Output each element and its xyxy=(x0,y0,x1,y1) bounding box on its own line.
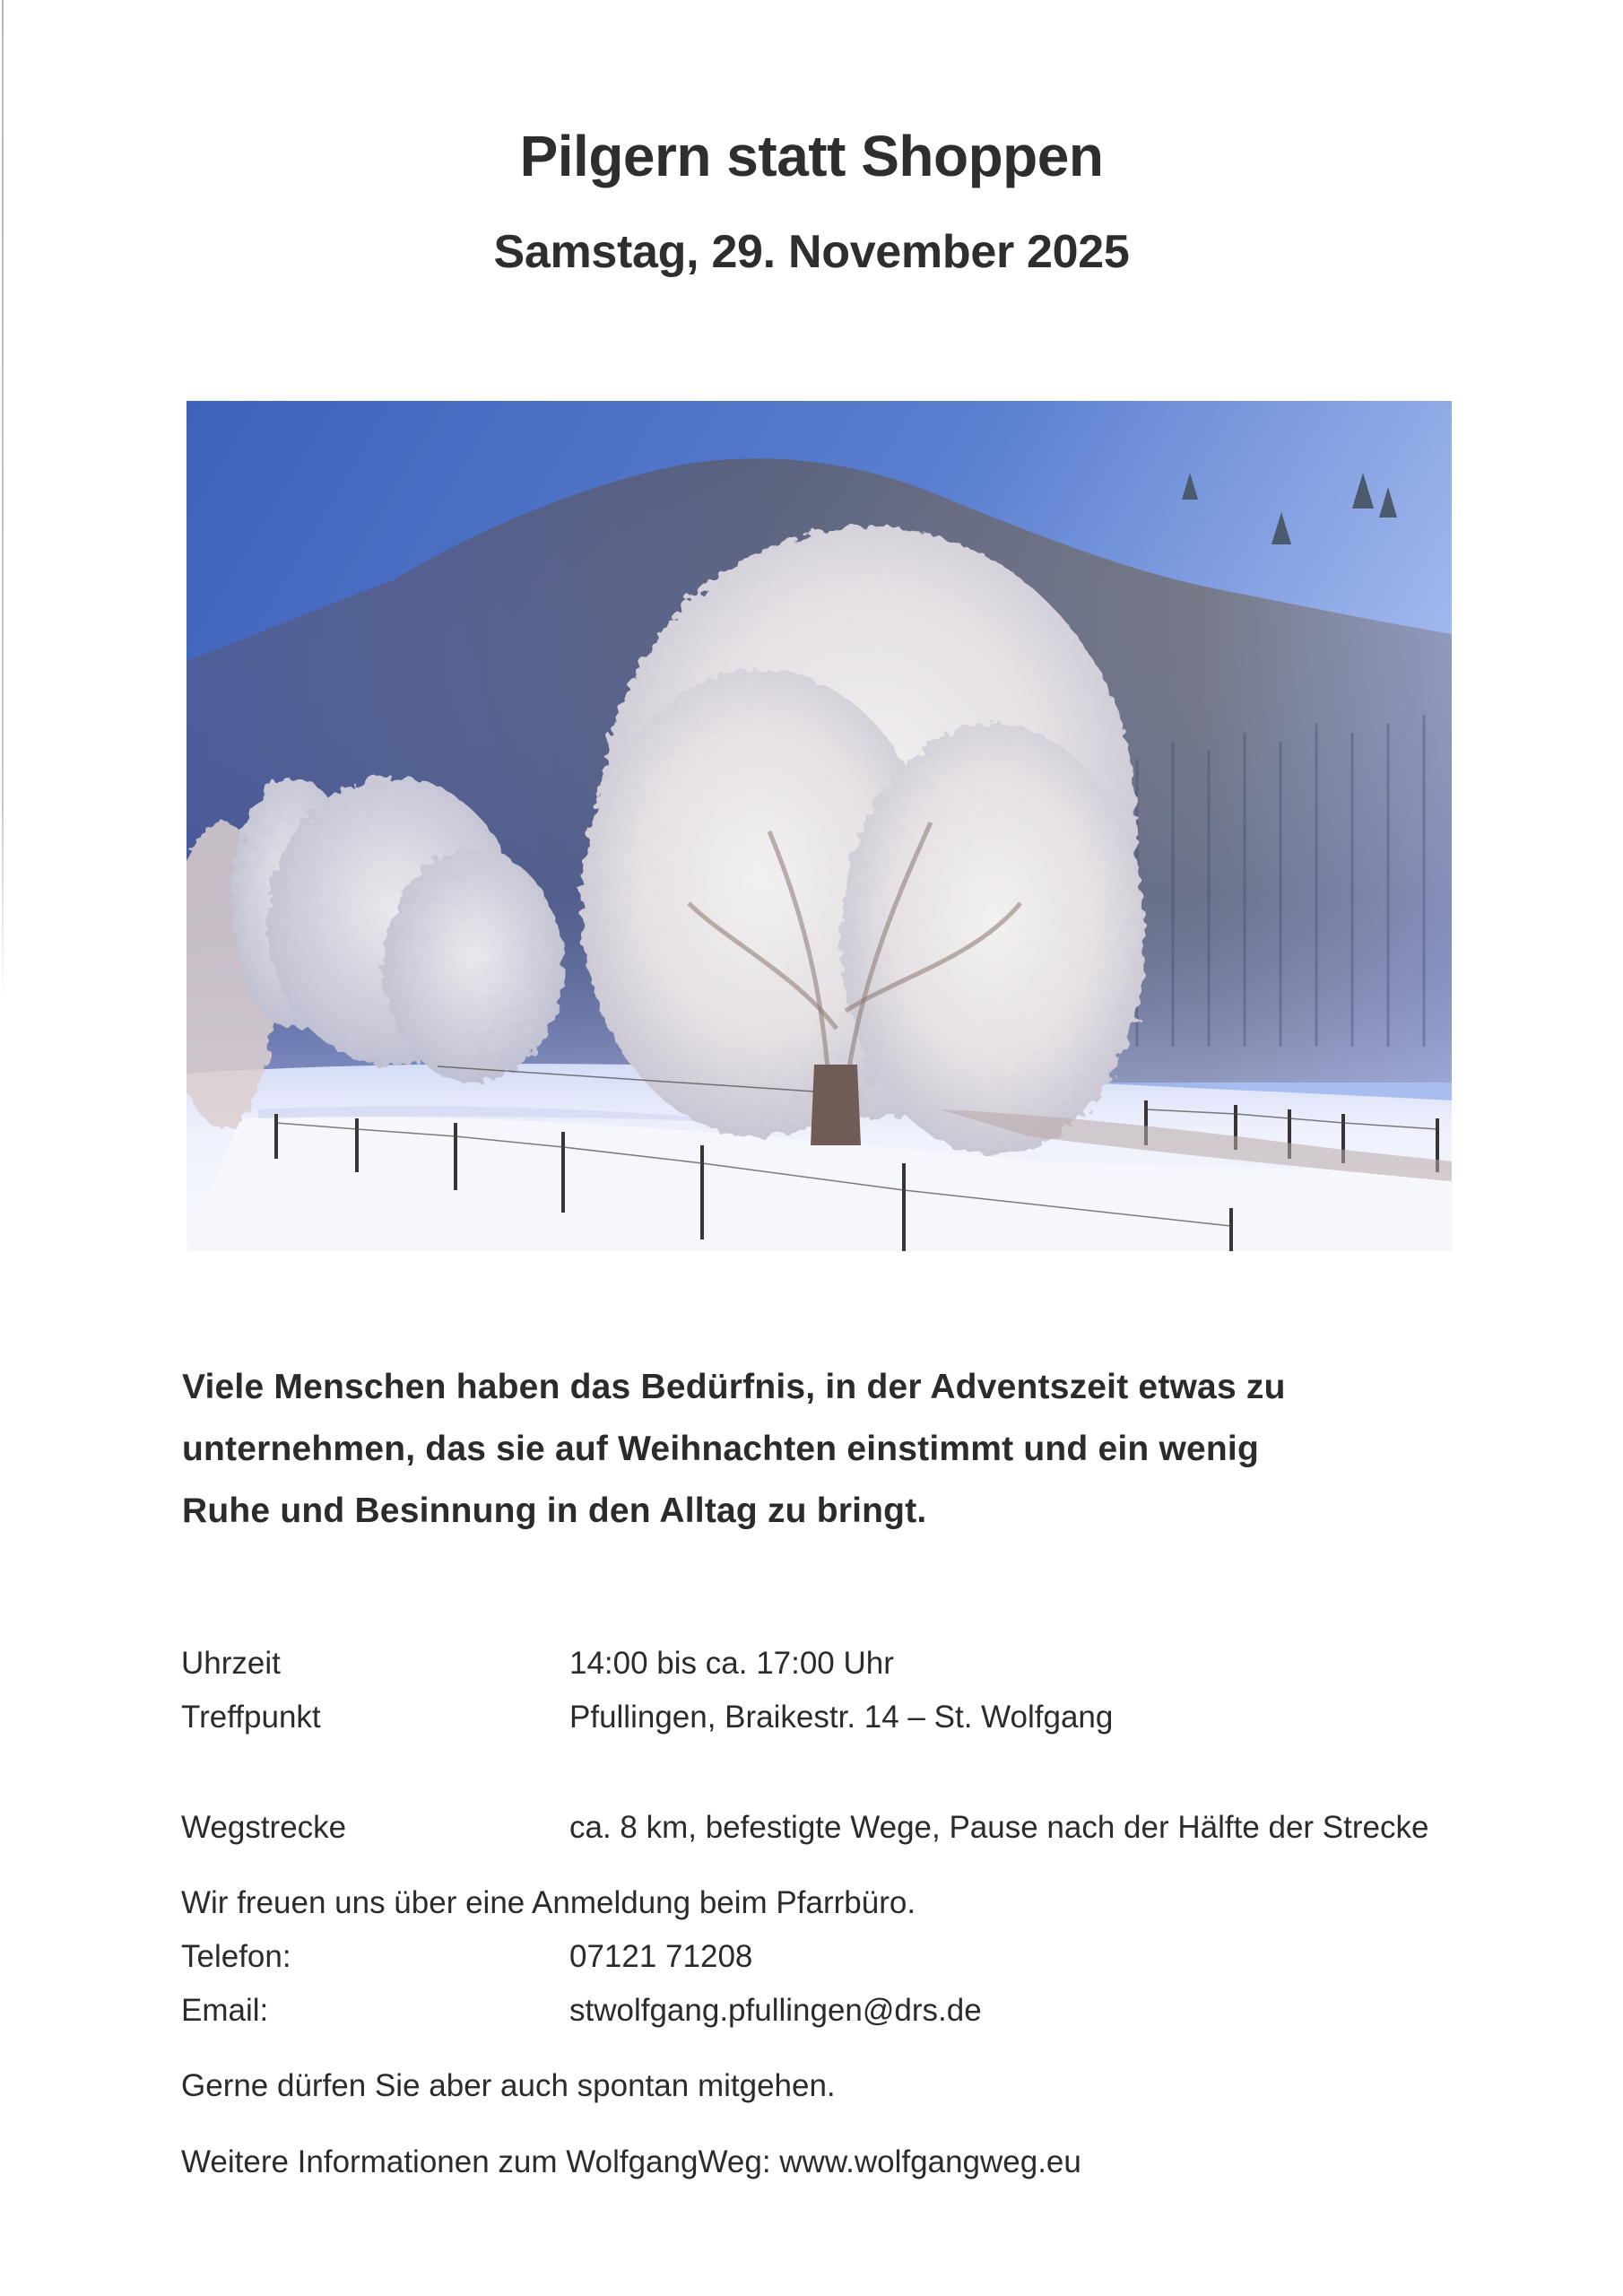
spontaneous-note: Gerne dürfen Sie aber auch spontan mitgehen. xyxy=(181,2068,836,2103)
meeting-point-value: Pfullingen, Braikestr. 14 – St. Wolfgang xyxy=(569,1700,1114,1735)
route-value: ca. 8 km, befestigte Wege, Pause nach der Hälfte der Strecke xyxy=(569,1810,1429,1845)
registration-text: Wir freuen uns über eine Anmeldung beim Pfarrbüro. xyxy=(181,1885,916,1920)
more-info-text: Weitere Informationen zum WolfgangWeg: www.wolfgangweg.eu xyxy=(181,2144,1081,2179)
time-label: Uhrzeit xyxy=(181,1646,281,1681)
email-value: stwolfgang.pfullingen@drs.de xyxy=(569,1993,982,2028)
intro-line: unternehmen, das sie auf Weihnachten einstimmt und ein wenig xyxy=(182,1430,1259,1468)
route-label: Wegstrecke xyxy=(181,1810,347,1845)
phone-label: Telefon: xyxy=(181,1939,291,1974)
landscape-image xyxy=(187,401,1452,1251)
intro-paragraph xyxy=(182,1356,1437,1542)
event-date: Samstag, 29. November 2025 xyxy=(493,226,1130,278)
page-title: Pilgern statt Shoppen xyxy=(519,124,1104,188)
meeting-point-label: Treffpunkt xyxy=(181,1700,321,1735)
email-label: Email: xyxy=(181,1993,269,2028)
intro-line: Viele Menschen haben das Bedürfnis, in der Adventszeit etwas zu xyxy=(182,1368,1286,1406)
intro-line: Ruhe und Besinnung in den Alltag zu bringt. xyxy=(182,1492,927,1530)
phone-value: 07121 71208 xyxy=(569,1939,753,1974)
winter-landscape-photo xyxy=(187,401,1452,1251)
time-value: 14:00 bis ca. 17:00 Uhr xyxy=(569,1646,894,1681)
